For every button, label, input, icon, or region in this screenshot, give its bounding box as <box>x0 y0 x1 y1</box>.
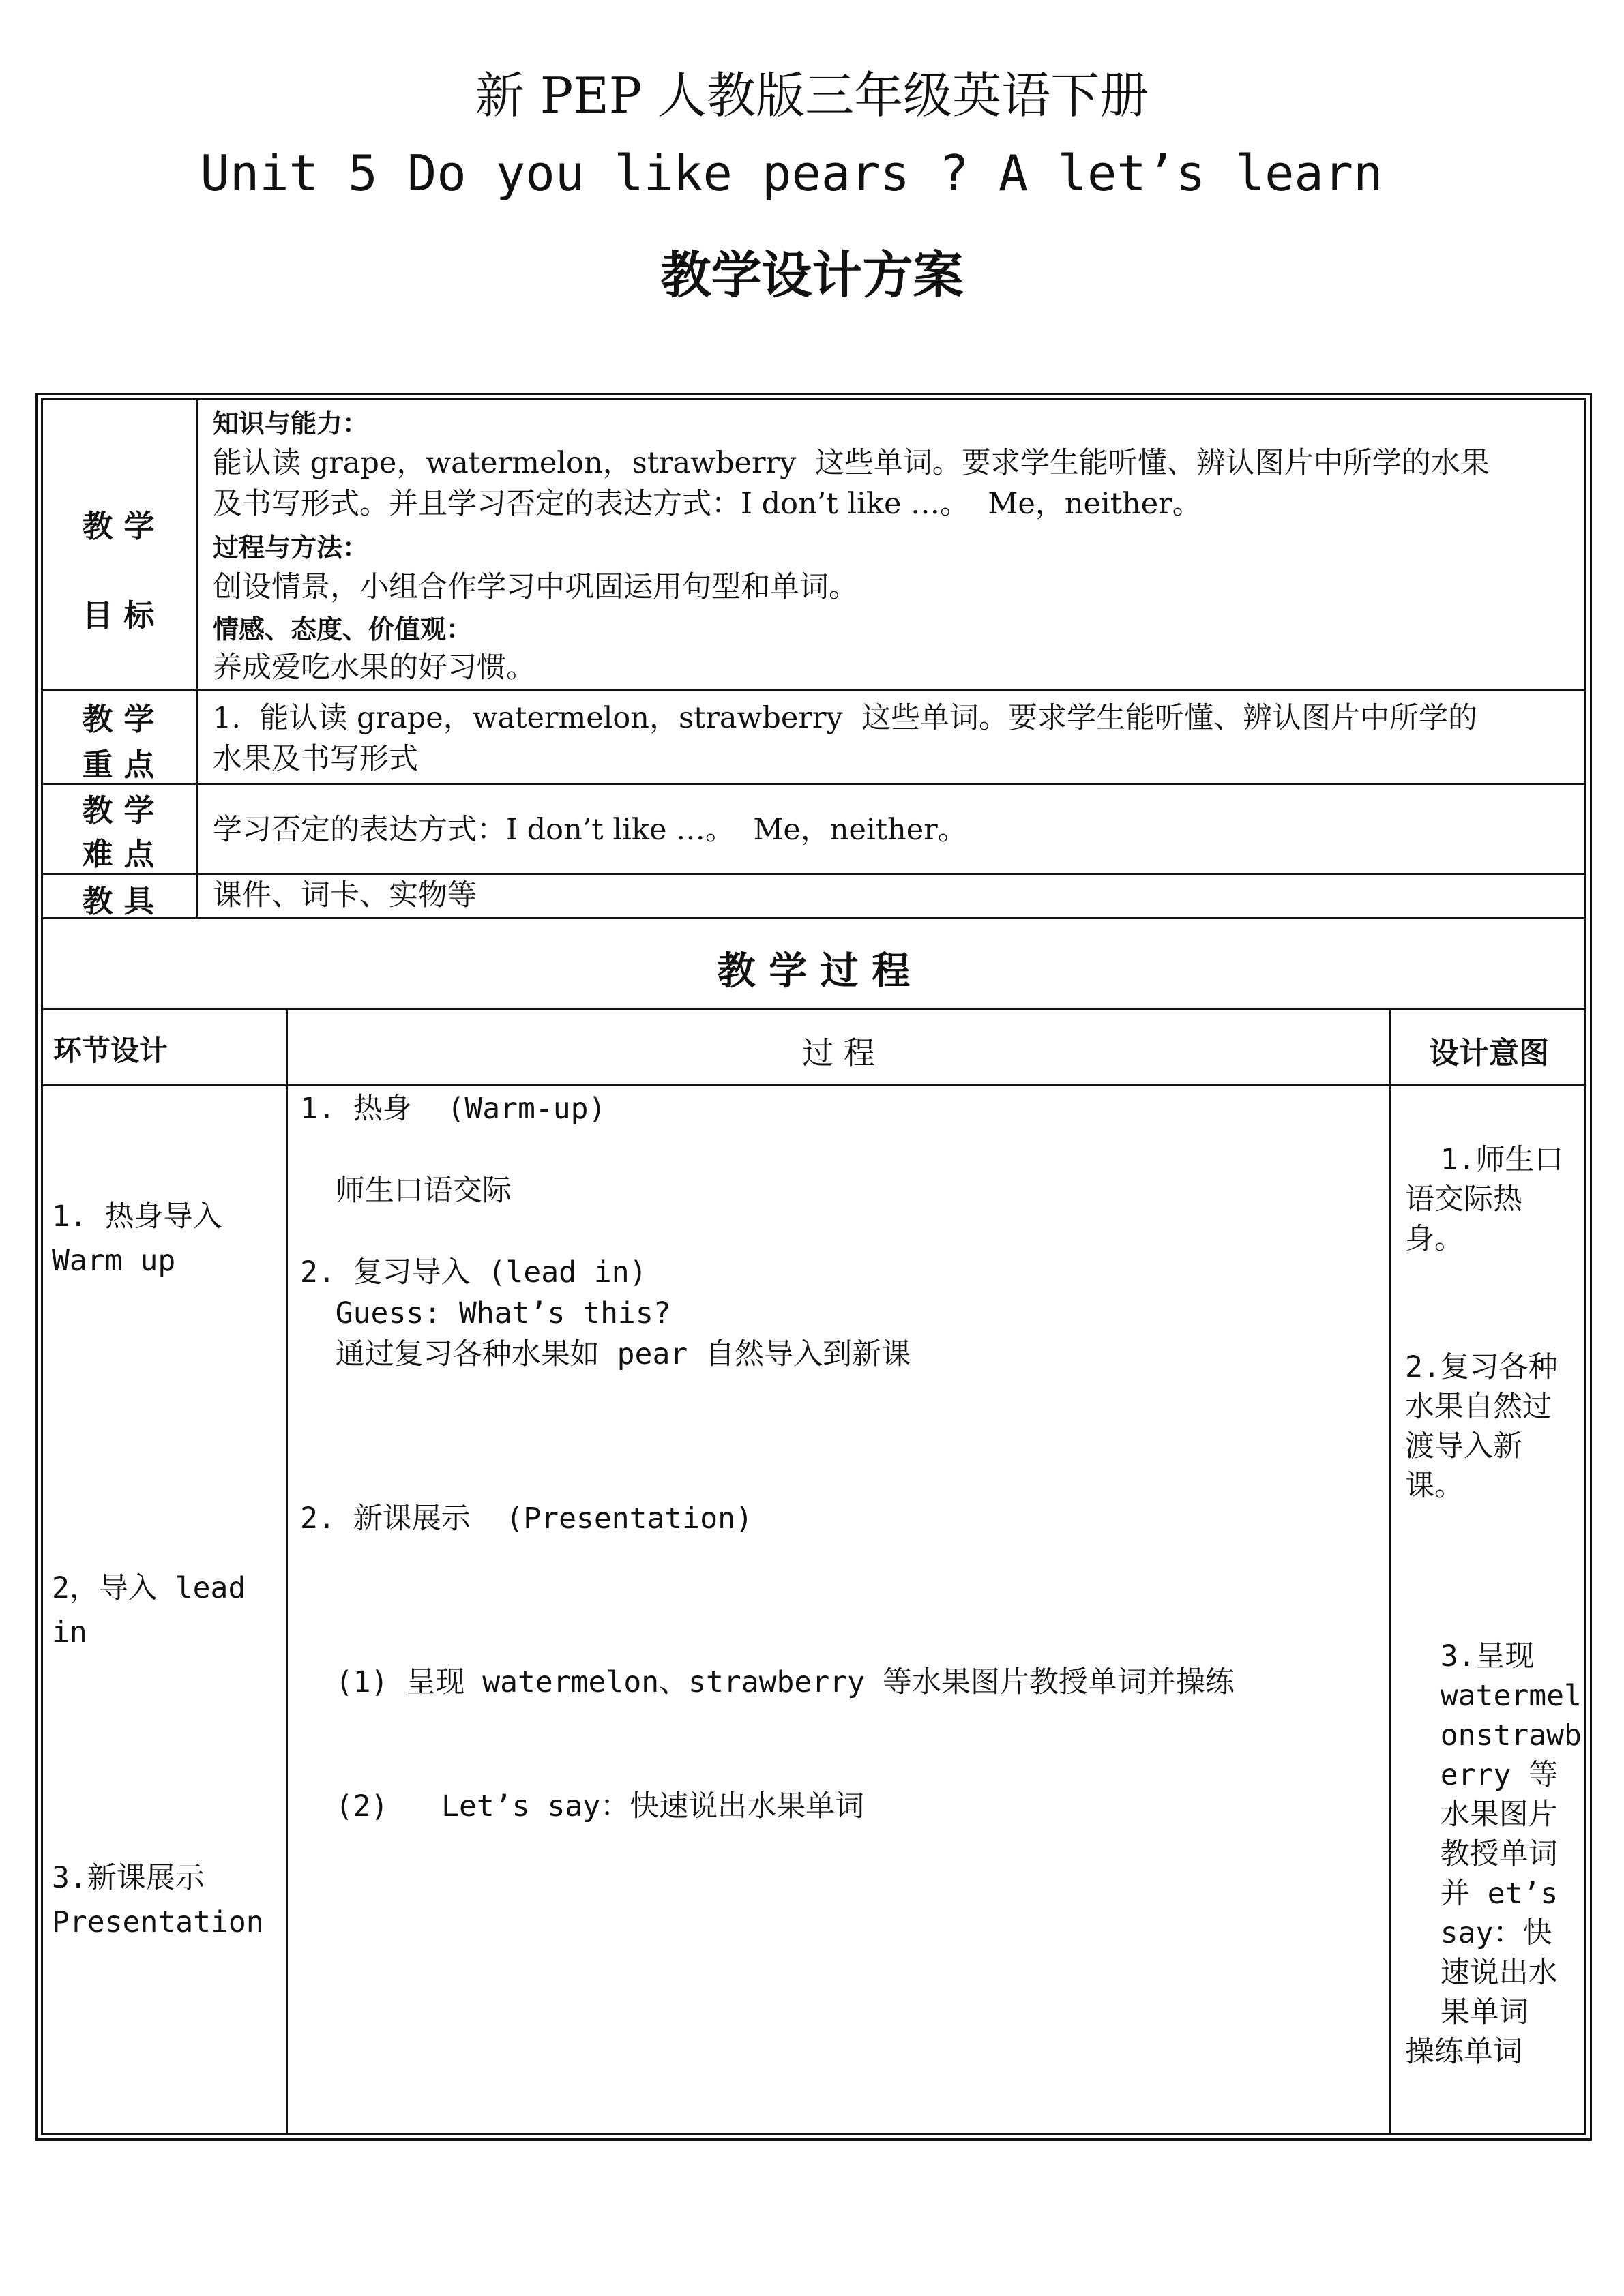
process-item-presentation: 2. 新课展示 (Presentation) <box>300 1502 753 1536</box>
intent-line: 课。 <box>1405 1469 1464 1503</box>
column-divider <box>1389 1008 1391 2135</box>
process-item-warmup: 1. 热身 (Warm-up) <box>300 1092 606 1126</box>
stage-2-line-1: 2，导入 lead <box>52 1571 246 1605</box>
process-item-guess: Guess: What’s this? <box>300 1296 671 1330</box>
stage-3-line-2: Presentation <box>52 1905 264 1939</box>
stage-1-line-1: 1. 热身导入 <box>52 1199 222 1234</box>
intent-line: 果单词 <box>1405 1995 1529 2029</box>
document-title: 新 PEP 人教版三年级英语下册 <box>475 67 1149 124</box>
intent-3 <box>1405 1637 1582 2072</box>
intent-line: 水果图片 <box>1405 1798 1558 1832</box>
intent-line: 语交际热 <box>1405 1182 1522 1217</box>
intent-line: 水果自然过 <box>1405 1390 1552 1424</box>
intent-line: 并 et’s <box>1405 1877 1559 1911</box>
stage-1-line-2: Warm up <box>52 1244 176 1278</box>
objectives-label-top: 教 学 <box>82 508 155 544</box>
keypoints-line-2: 水果及书写形式 <box>213 742 418 776</box>
row-divider <box>41 1008 1586 1010</box>
knowledge-line-2: 及书写形式。并且学习否定的表达方式：I don’t like …。 Me，neither。 <box>213 487 1202 521</box>
keypoints-label-top: 教 学 <box>82 701 155 737</box>
difficulties-label-bottom: 难 点 <box>82 836 155 872</box>
process-item-review: 通过复习各种水果如 pear 自然导入到新课 <box>300 1337 911 1371</box>
intent-line: 身。 <box>1405 1222 1464 1256</box>
intent-line: 操练单词 <box>1405 2035 1522 2069</box>
intent-line: watermel <box>1405 1679 1582 1713</box>
process-item-lets-say: (2) Let’s say：快速说出水果单词 <box>300 1789 865 1823</box>
column-divider <box>196 398 198 917</box>
stage-3-line-1: 3.新课展示 <box>52 1861 205 1895</box>
intent-line: onstrawb <box>1405 1718 1582 1753</box>
difficulties-text: 学习否定的表达方式：I don’t like …。 Me，neither。 <box>213 813 967 847</box>
intent-line: erry 等 <box>1405 1758 1559 1792</box>
tools-text: 课件、词卡、实物等 <box>213 878 477 912</box>
col-header-stage: 环节设计 <box>53 1034 168 1067</box>
row-divider <box>41 783 1586 785</box>
row-divider <box>41 917 1586 919</box>
knowledge-line-1: 能认读 grape，watermelon，strawberry 这些单词。要求学生能听懂、辨认图片中所学的水果 <box>213 446 1490 480</box>
knowledge-heading: 知识与能力： <box>213 408 369 438</box>
column-divider <box>286 1008 288 2135</box>
process-item-oral: 师生口语交际 <box>300 1174 512 1208</box>
objectives-label-bottom: 目 标 <box>82 597 155 633</box>
intent-line: 速说出水 <box>1405 1956 1558 1990</box>
attitude-heading: 情感、态度、价值观： <box>213 614 473 644</box>
row-divider <box>41 873 1586 875</box>
row-divider <box>41 689 1586 691</box>
intent-line: say：快 <box>1405 1916 1552 1950</box>
difficulties-label-top: 教 学 <box>82 792 155 829</box>
process-method-text: 创设情景，小组合作学习中巩固运用句型和单词。 <box>213 570 858 604</box>
plan-title: 教学设计方案 <box>660 246 964 305</box>
process-section-heading: 教 学 过 程 <box>717 949 911 994</box>
intent-2 <box>1405 1347 1558 1506</box>
col-header-process: 过 程 <box>802 1034 875 1071</box>
col-header-intent: 设计意图 <box>1429 1036 1549 1071</box>
keypoints-line-1: 1. 能认读 grape，watermelon，strawberry 这些单词。要求学生能听懂、辨认图片中所学的 <box>213 701 1478 735</box>
stage-2-line-2: in <box>52 1615 87 1650</box>
intent-line: 3.呈现 <box>1405 1639 1535 1673</box>
intent-line: 1.师生口 <box>1405 1143 1564 1177</box>
row-divider <box>41 1084 1586 1086</box>
keypoints-label-bottom: 重 点 <box>82 747 155 783</box>
unit-title: Unit 5 Do you like pears ? A let’s learn <box>200 145 1383 202</box>
process-method-heading: 过程与方法： <box>213 533 369 563</box>
tools-label: 教 具 <box>82 883 155 919</box>
intent-1 <box>1405 1140 1564 1259</box>
process-item-present-words: (1) 呈现 watermelon、strawberry 等水果图片教授单词并操练 <box>300 1665 1235 1699</box>
attitude-text: 养成爱吃水果的好习惯。 <box>213 651 535 685</box>
intent-line: 教授单词 <box>1405 1837 1558 1871</box>
process-item-leadin: 2. 复习导入 (lead in) <box>300 1255 647 1289</box>
intent-line: 渡导入新 <box>1405 1429 1522 1463</box>
intent-line: 2.复习各种 <box>1405 1350 1558 1384</box>
